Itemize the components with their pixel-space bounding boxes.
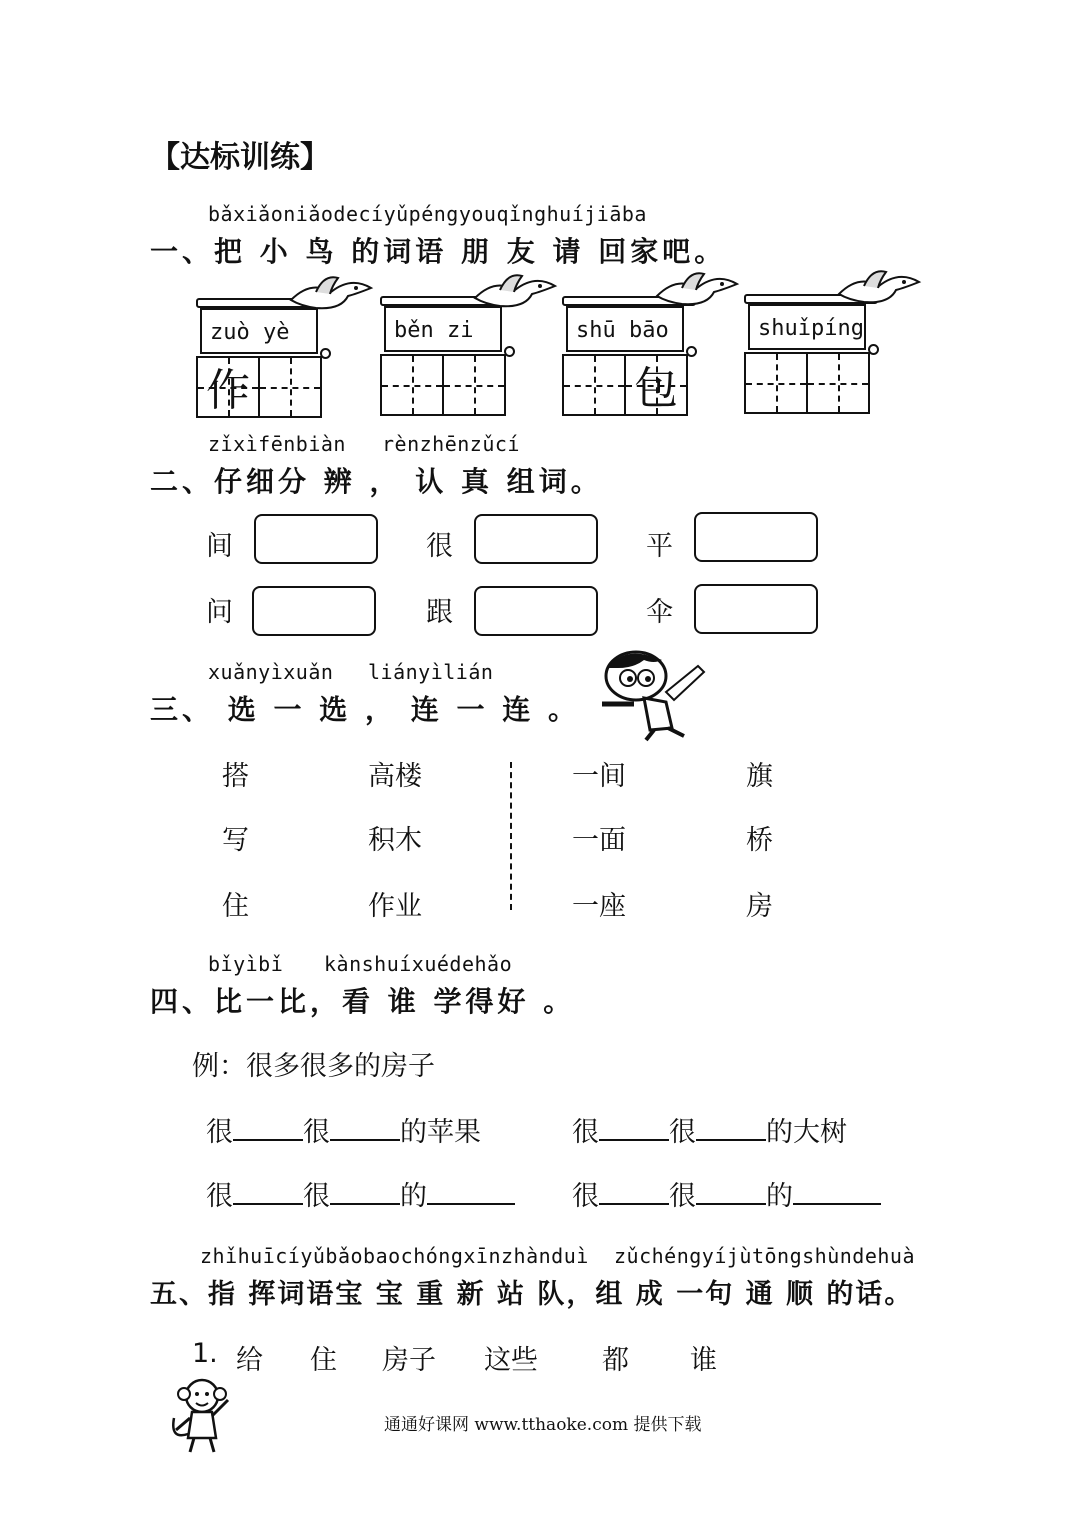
q2-char: 问 <box>206 597 233 628</box>
q3-object[interactable]: 房 <box>746 891 773 922</box>
q3-verb[interactable]: 住 <box>222 891 249 922</box>
card-pinyin: shuǐpíng <box>748 304 866 350</box>
q2-char: 跟 <box>426 597 453 628</box>
q3-pinyin-b: liányìlián <box>368 660 494 684</box>
q2-char: 间 <box>206 531 233 562</box>
q3-noun[interactable]: 积木 <box>368 825 422 856</box>
q3-measure[interactable]: 一面 <box>572 825 626 856</box>
q5-word[interactable]: 谁 <box>690 1345 717 1376</box>
card-char-input[interactable]: 包 <box>634 363 678 414</box>
q2-char: 伞 <box>646 597 673 628</box>
fill-blank[interactable] <box>233 1115 303 1141</box>
q4-row-2a: 很 很 的 <box>206 1174 515 1213</box>
fill-blank[interactable] <box>793 1179 881 1205</box>
q4-example: 例：很多很多的房子 <box>192 1051 435 1082</box>
q3-noun[interactable]: 作业 <box>368 891 422 922</box>
q5-word[interactable]: 房子 <box>382 1345 436 1376</box>
bird-icon <box>470 268 560 318</box>
q4-row-1a: 很 很 的苹果 <box>206 1117 481 1148</box>
fill-blank[interactable] <box>330 1179 400 1205</box>
q2-answer-box[interactable] <box>252 586 376 636</box>
fill-blank[interactable] <box>696 1179 766 1205</box>
q5-word[interactable]: 给 <box>236 1345 263 1376</box>
q5-heading: 五、指 挥词语宝 宝 重 新 站 队，组 成 一句 通 顺 的话。 <box>150 1279 914 1310</box>
q2-answer-box[interactable] <box>694 512 818 562</box>
q2-pinyin-a: zǐxìfēnbiàn <box>208 432 346 456</box>
card-pinyin: běn zi <box>384 306 502 352</box>
q3-heading: 三、 选 一 选 ， 连 一 连 。 <box>150 693 580 726</box>
q3-noun[interactable]: 高楼 <box>368 761 422 792</box>
fill-blank[interactable] <box>696 1115 766 1141</box>
card-pinyin: shū bāo <box>566 306 684 352</box>
fill-blank[interactable] <box>427 1179 515 1205</box>
bird-icon <box>834 264 924 314</box>
q5-word[interactable]: 住 <box>310 1345 337 1376</box>
q4-row-1b: 很 很 的大树 <box>572 1117 847 1148</box>
bird-icon <box>286 270 376 320</box>
q3-measure[interactable]: 一座 <box>572 891 626 922</box>
q1-pinyin: bǎxiǎoniǎodecíyǔpéngyouqǐnghuíjiāba <box>208 202 647 226</box>
q5-item-number: 1. <box>192 1338 218 1369</box>
q2-heading: 二、仔细分 辨 ， 认 真 组词。 <box>150 465 603 498</box>
section-title: 【达标训练】 <box>150 140 330 175</box>
q4-pinyin-a: bǐyìbǐ <box>208 952 284 976</box>
q2-answer-box[interactable] <box>474 586 598 636</box>
footer-text: 通通好课网 www.tthaoke.com 提供下载 <box>384 1415 702 1435</box>
card-pinyin: zuò yè <box>200 308 318 354</box>
q2-answer-box[interactable] <box>694 584 818 634</box>
bird-icon <box>652 266 742 316</box>
q4-heading: 四、比一比，看 谁 学得好 。 <box>150 985 576 1018</box>
fill-blank[interactable] <box>599 1115 669 1141</box>
q3-measure[interactable]: 一间 <box>572 761 626 792</box>
q4-pinyin-b: kànshuíxuédehǎo <box>324 952 513 976</box>
q1-heading: 一、把 小 鸟 的词语 朋 友 请 回家吧。 <box>150 235 727 268</box>
q3-divider <box>510 762 512 910</box>
running-boy-icon <box>594 646 714 742</box>
monkey-mascot-icon <box>166 1374 244 1456</box>
q4-row-2b: 很 很 的 <box>572 1174 881 1213</box>
q3-object[interactable]: 旗 <box>746 761 773 792</box>
q2-pinyin-b: rènzhēnzǔcí <box>382 432 520 456</box>
q3-verb[interactable]: 写 <box>222 825 249 856</box>
q5-word[interactable]: 都 <box>602 1345 629 1376</box>
q2-answer-box[interactable] <box>254 514 378 564</box>
q3-verb[interactable]: 搭 <box>222 761 249 792</box>
fill-blank[interactable] <box>233 1179 303 1205</box>
card-char-input[interactable]: 作 <box>206 365 250 416</box>
q5-word[interactable]: 这些 <box>484 1345 538 1376</box>
q2-char: 平 <box>646 531 673 562</box>
fill-blank[interactable] <box>330 1115 400 1141</box>
q5-pinyin-a: zhǐhuīcíyǔbǎobaochóngxīnzhànduì <box>200 1244 589 1268</box>
fill-blank[interactable] <box>599 1179 669 1205</box>
q2-char: 很 <box>426 531 453 562</box>
q2-answer-box[interactable] <box>474 514 598 564</box>
q5-pinyin-b: zǔchéngyíjùtōngshùndehuà <box>614 1244 915 1268</box>
q3-pinyin-a: xuǎnyìxuǎn <box>208 660 334 684</box>
q3-object[interactable]: 桥 <box>746 825 773 856</box>
